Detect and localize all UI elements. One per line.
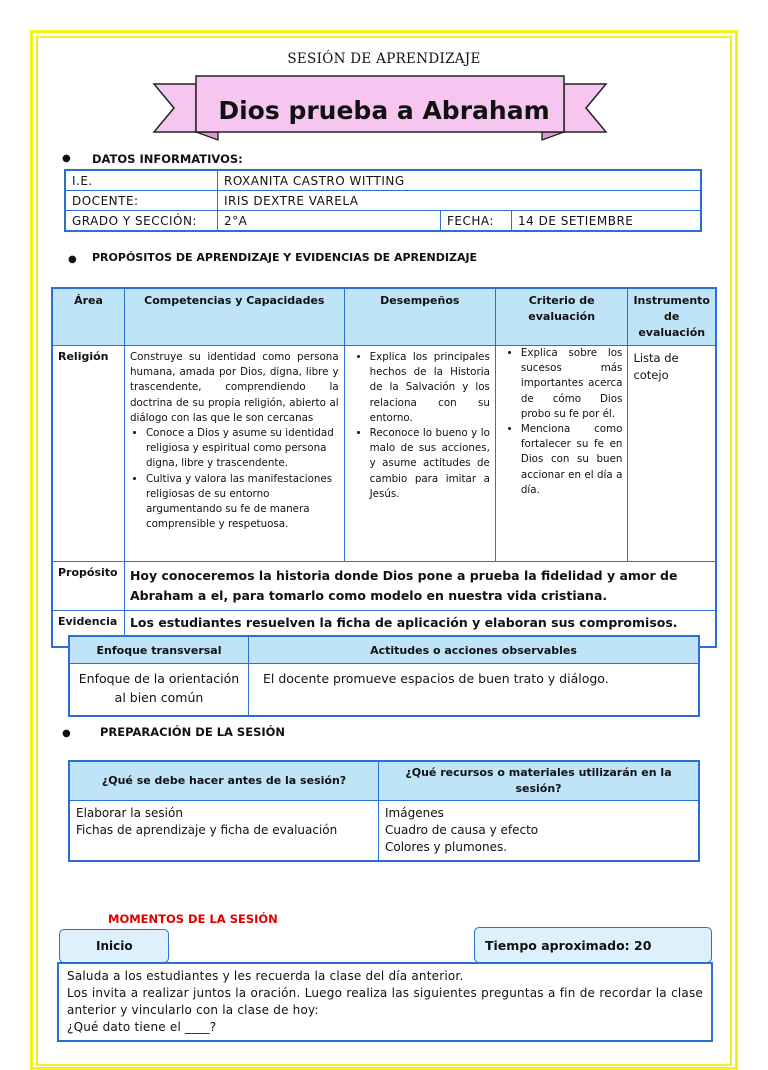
list-item: • Menciona como fortalecer su fe en Dios con su buen accionar en el día a día.: [521, 422, 623, 498]
list-item: • Cultiva y valora las manifestaciones religiosas de su entorno argumentando su fe de manera comprensible y respetuosa.: [146, 472, 339, 533]
list-item: • Conoce a Dios y asume su identidad religiosa y espiritual como persona digna, libre y trascendente.: [146, 426, 339, 472]
list-item: Fichas de aprendizaje y ficha de evaluación: [76, 823, 338, 837]
desempenos-cell: [344, 346, 495, 562]
session-title: Dios prueba a Abraham: [218, 96, 550, 125]
preparacion-table: [68, 760, 700, 862]
bullet-icon: ●: [62, 153, 71, 164]
inicio-line: Los invita a realizar juntos la oración. Luego realiza las siguientes preguntas a fin de recordar la clase anterior y vincularlo con la clase de hoy:: [67, 986, 703, 1017]
datos-heading: DATOS INFORMATIVOS:: [92, 152, 243, 166]
grado-label: GRADO Y SECCIÓN:: [65, 211, 218, 232]
area-cell: Religión: [52, 346, 124, 562]
criterios-list: [501, 346, 623, 498]
list-item: • Explica sobre los sucesos más importantes acerca de cómo Dios probo su fe por él.: [521, 346, 623, 422]
criterios-cell: [495, 346, 628, 562]
list-item: Cuadro de causa y efecto: [385, 823, 539, 837]
inicio-box: Inicio: [59, 929, 169, 963]
col-header-enfoque: Enfoque transversal: [69, 636, 249, 664]
capacidades-list: [130, 426, 339, 532]
evidencia-label: Evidencia: [52, 611, 124, 647]
preparacion-heading: PREPARACIÓN DE LA SESIÓN: [100, 725, 286, 739]
list-item: Colores y plumones.: [385, 840, 508, 854]
inicio-line: Saluda a los estudiantes y les recuerda la clase del día anterior.: [67, 969, 464, 983]
inicio-content: [57, 962, 713, 1042]
ie-label: I.E.: [65, 170, 218, 191]
col-header-actitudes: Actitudes o acciones observables: [249, 636, 700, 664]
list-item: • Reconoce lo bueno y lo malo de sus acciones, y asume actitudes de cambio para imitar a Jesús.: [370, 426, 490, 502]
col-header-desempenos: Desempeños: [344, 288, 495, 346]
grado-value: 2°A: [218, 211, 441, 232]
list-item: Elaborar la sesión: [76, 806, 183, 820]
actitud-value: El docente promueve espacios de buen trato y diálogo.: [249, 664, 700, 716]
bullet-icon: ●: [68, 254, 77, 265]
recursos-cell: [379, 801, 700, 862]
competencias-cell: [124, 346, 344, 562]
inicio-line: ¿Qué dato tiene el ____?: [67, 1020, 217, 1034]
ie-value: ROXANITA CASTRO WITTING: [218, 170, 702, 191]
bullet-icon: ●: [62, 728, 71, 739]
enfoque-table: [68, 635, 700, 717]
col-header-competencias: Competencias y Capacidades: [124, 288, 344, 346]
datos-table: [64, 169, 702, 232]
momentos-heading: MOMENTOS DE LA SESIÓN: [108, 912, 278, 926]
desempenos-list: [350, 350, 490, 502]
competencia-intro: Construye su identidad como persona humana, amada por Dios, digna, libre y trascendente, comprendiendo la doctrina de su propia religión, abierto al diálogo con las que le son cercanas: [129, 351, 339, 424]
col-header-criterio: Criterio de evaluación: [495, 288, 628, 346]
list-item: Imágenes: [385, 806, 444, 820]
propositos-table: [51, 287, 717, 648]
propositos-heading: PROPÓSITOS DE APRENDIZAJE Y EVIDENCIAS DE APRENDIZAJE: [92, 251, 478, 264]
fecha-value: 14 DE SETIEMBRE: [512, 211, 702, 232]
tiempo-box: Tiempo aproximado: 20: [474, 927, 712, 963]
document-heading: SESIÓN DE APRENDIZAJE: [287, 51, 481, 67]
col-header-area: Área: [52, 288, 124, 346]
instrumento-cell: Lista de cotejo: [628, 346, 716, 562]
docente-label: DOCENTE:: [65, 191, 218, 211]
col-header-recursos: ¿Qué recursos o materiales utilizarán en la sesión?: [379, 761, 700, 801]
col-header-instrumento: Instrumento de evaluación: [628, 288, 716, 346]
enfoque-value: Enfoque de la orientación al bien común: [69, 664, 249, 716]
col-header-antes: ¿Qué se debe hacer antes de la sesión?: [69, 761, 379, 801]
proposito-label: Propósito: [52, 562, 124, 611]
docente-value: IRIS DEXTRE VARELA: [218, 191, 702, 211]
fecha-label: FECHA:: [441, 211, 512, 232]
evidencia-text: Los estudiantes resuelven la ficha de aplicación y elaboran sus compromisos.: [124, 611, 716, 647]
proposito-text: Hoy conoceremos la historia donde Dios pone a prueba la fidelidad y amor de Abraham a el, para tomarlo como modelo en nuestra vida cristiana.: [124, 562, 716, 611]
antes-cell: [69, 801, 379, 862]
list-item: • Explica los principales hechos de la Historia de la Salvación y los relaciona con su entorno.: [370, 350, 490, 426]
